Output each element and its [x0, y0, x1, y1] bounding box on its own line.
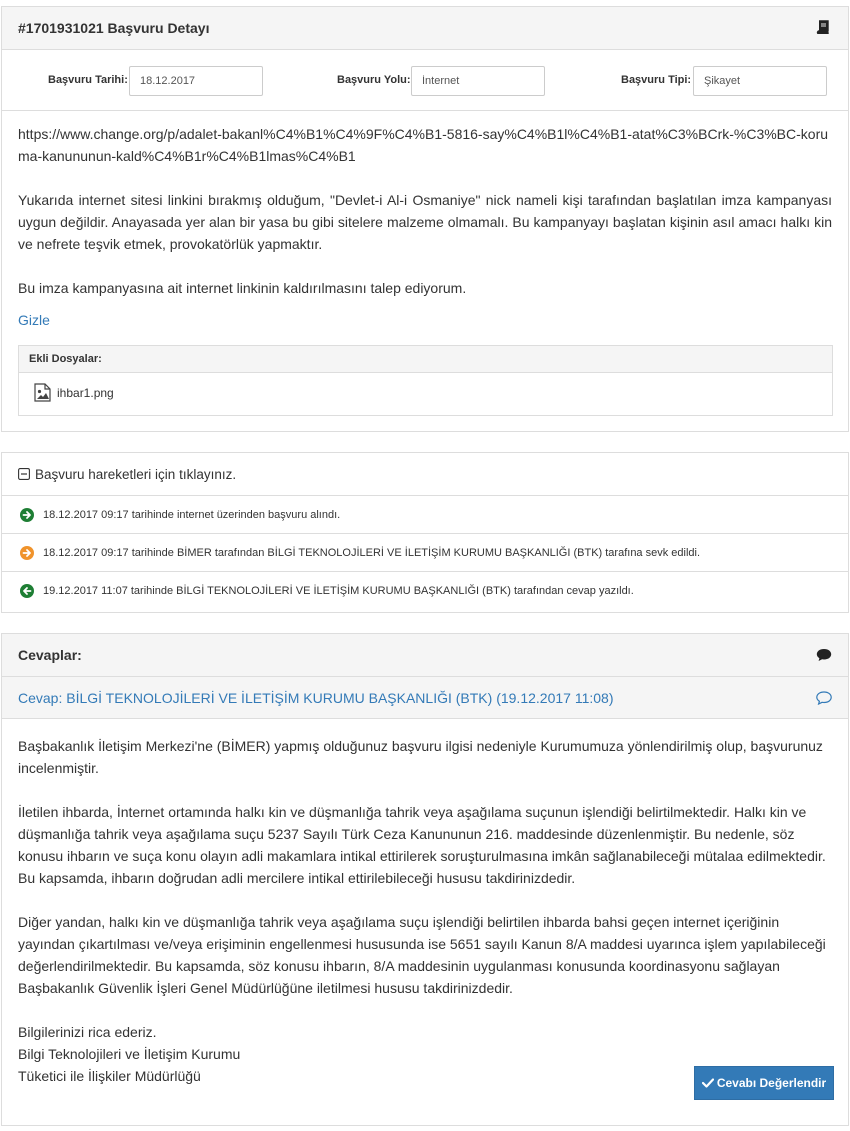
application-channel-field[interactable]: [411, 66, 545, 96]
answer-closing-1: Bilgilerinizi rica ederiz.: [18, 1024, 157, 1040]
attached-file-name: ihbar1.png: [57, 385, 114, 400]
rate-answer-label: Cevabı Değerlendir: [716, 1076, 827, 1090]
comment-outline-icon: [816, 691, 832, 705]
arrow-left-circle-icon: [20, 584, 34, 598]
answer-closing-2: Bilgi Teknolojileri ve İletişim Kurumu: [18, 1046, 241, 1062]
detail-heading: [2, 7, 848, 50]
application-url: https://www.change.org/p/adalet-bakanl%C4%B1%C4%9F%C4%B1-5816-say%C4%B1l%C4%B1-atat%C3%BCrk-%C3%BC-koruma-kanununun-kald%C4%B1r%C4%B1lmas%C4%B1: [18, 126, 829, 164]
movement-text: 18.12.2017 09:17 tarihinde BİMER tarafından BİLGİ TEKNOLOJİLERİ VE İLETİŞİM KURUMU BAŞKANLIĞI (BTK) tarafına sevk edildi.: [43, 546, 701, 559]
rate-answer-button[interactable]: [694, 1066, 834, 1100]
application-type-label: Başvuru Tipi:: [621, 74, 692, 86]
movement-text: 19.12.2017 11:07 tarihinde BİLGİ TEKNOLOJİLERİ VE İLETİŞİM KURUMU BAŞKANLIĞI (BTK) tarafından cevap yazıldı.: [43, 585, 634, 597]
hide-link[interactable]: Gizle: [18, 312, 50, 328]
attached-files-label: Ekli Dosyalar:: [19, 346, 832, 373]
answer-paragraph-2: İletilen ihbarda, İnternet ortamında halkı kin ve düşmanlığa tahrik veya aşağılama suçunun işlendiği belirtilmektedir. Halkı kin ve düşmanlığa tahrik veya aşağılama suçu 5237 Sayılı Türk Ceza Kanununun 216. maddesinde düzenlenmiştir. Bu nedenle, söz konusu ihbarın ve suça konu olayın adli makamlara intikal ettirilerek soruşturulmasına imkân sağlanabileceği mütalaa edilmektedir. Bu kapsamda, ihbarın doğrudan adli mercilere intikal ettirilebileceği hususu takdirinizdedir.: [18, 804, 826, 886]
answers-heading: [2, 634, 848, 677]
application-channel-label: Başvuru Yolu:: [337, 74, 411, 86]
answers-title: Cevaplar:: [18, 647, 82, 663]
check-icon: [702, 1078, 714, 1088]
application-paragraph-2: Bu imza kampanyasına ait internet linkinin kaldırılmasını talep ediyorum.: [18, 280, 467, 296]
detail-title: #1701931021 Başvuru Detayı: [18, 20, 210, 36]
image-file-icon: [34, 383, 51, 402]
application-date-field[interactable]: [129, 66, 263, 96]
answer-closing-3: Tüketici ile İlişkiler Müdürlüğü: [18, 1068, 201, 1084]
collapse-minus-icon: [18, 468, 30, 480]
movement-item: [2, 534, 848, 572]
movement-item: [2, 572, 848, 610]
application-paragraph-1: Yukarıda internet sitesi linkini bırakmış olduğum, "Devlet-i Al-i Osmaniye" nick nameli kişi tarafından başlatılan imza kampanyası uygun değildir. Anayasada yer alan bir yasa bu gibi sitelere malzeme olmamalı. Bu kampanyayı başlatan kişinin asıl amacı halkı kin ve nefrete teşvik etmek, provokatörlük yapmaktır.: [18, 192, 832, 252]
answer-title[interactable]: Cevap: BİLGİ TEKNOLOJİLERİ VE İLETİŞİM KURUMU BAŞKANLIĞI (BTK) (19.12.2017 11:08): [18, 689, 614, 706]
movements-toggle-label: Başvuru hareketleri için tıklayınız.: [35, 466, 237, 482]
application-detail-panel: [1, 6, 849, 432]
application-movements-panel: [1, 452, 849, 613]
arrow-right-circle-icon: [20, 546, 34, 560]
arrow-right-circle-icon: [20, 508, 34, 522]
movement-text: 18.12.2017 09:17 tarihinde internet üzerinden başvuru alındı.: [43, 508, 341, 521]
application-type-field[interactable]: [693, 66, 827, 96]
answer-body: [2, 719, 848, 1087]
attached-files-box: [18, 345, 833, 416]
application-date-label: Başvuru Tarihi:: [48, 74, 128, 86]
movement-item: [2, 496, 848, 534]
answers-panel: [1, 633, 849, 1126]
answer-header[interactable]: [2, 677, 848, 719]
answer-paragraph-3: Diğer yandan, halkı kin ve düşmanlığa tahrik veya aşağılama suçu işlendiği belirtilen ihbarda bahsi geçen internet içeriğinin yayından çıkartılması ve/veya erişiminin engellenmesi hususunda ise 5651 sayılı Kanun 8/A maddesi uyarınca işlem yapılabileceği değerlendirilmektedir. Bu kapsamda, söz konusu ihbarın, 8/A maddesinin uygulanması konusunda koordinasyonu sağlayan Başbakanlık Güvenlik İşleri Genel Müdürlüğüne iletilmesi hususu takdirinizdedir.: [18, 914, 826, 996]
movements-toggle[interactable]: [2, 453, 848, 496]
book-icon: [816, 20, 832, 36]
attached-file-item[interactable]: [19, 373, 832, 412]
answer-paragraph-1: Başbakanlık İletişim Merkezi'ne (BİMER) yapmış olduğunuz başvuru ilgisi nedeniyle Kurumumuza yönlendirilmiş olup, başvurunuz incelenmiştir.: [18, 738, 823, 776]
meta-row: [2, 50, 848, 111]
comment-icon: [816, 648, 832, 662]
